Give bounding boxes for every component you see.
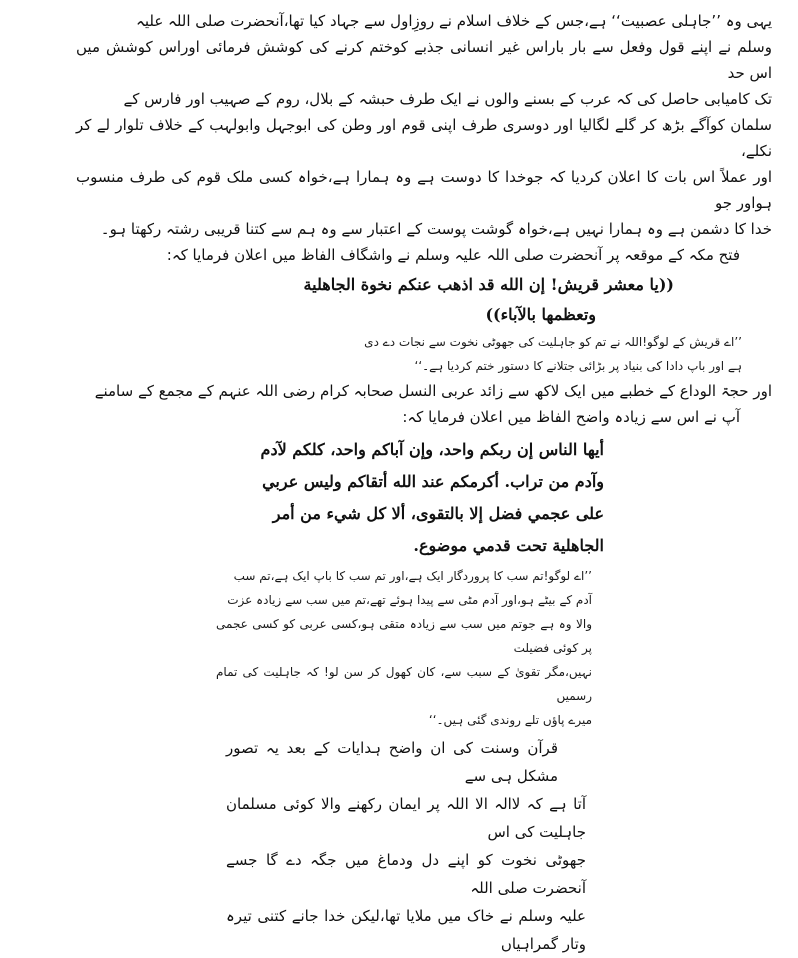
- text-line: جھوٹی نخوت کو اپنے دل ودماغ میں جگہ دے گا جسے آنحضرت صلی اللہ: [226, 851, 586, 897]
- arabic-line: الجاهلية تحت قدمي موضوع.: [413, 536, 604, 555]
- text-line: سلمان کوآگے بڑھ کر گلے لگالیا اور دوسری طرف اپنی قوم اور وطن کی ابوجہل وابولہب کے خلاف تلوار لے کر نکلے،: [76, 116, 772, 160]
- text-line: قرآن وسنت کی ان واضح ہدایات کے بعد یہ تصور مشکل ہی سے: [226, 739, 558, 785]
- arabic-line: وآدم من تراب. أكرمكم عند الله أتقاكم وليس عربي: [262, 472, 604, 491]
- paragraph-conclusion: [76, 734, 772, 958]
- text-line: اور حجۃ الوداع کے خطبے میں ایک لاکھ سے زائد عربی النسل صحابہ کرام رضی اللہ عنہم کے مجمع کے سامنے: [94, 382, 772, 400]
- translation-line: والا وہ ہے جوتم میں سب سے زیادہ متقی ہو،کسی عربی کو کسی عجمی پر کوئی فضیلت: [216, 617, 592, 655]
- text-line: اور عملاً اس بات کا اعلان کردیا کہ جوخدا کا دوست ہے وہ ہمارا ہے،خواہ کسی ملک قوم کی طرف منسوب ہواور جو: [76, 168, 772, 212]
- arabic-line: وتعظمها بالآباء)): [485, 305, 596, 324]
- paragraph-asabiyyah: [76, 8, 772, 242]
- arabic-line: ((يا معشر قريش! إن الله قد اذهب عنكم نخوة الجاهلية: [303, 275, 674, 294]
- text-line: آتا ہے کہ لاالہ الا اللہ پر ایمان رکھنے والا کوئی مسلمان جاہلیت کی اس: [226, 795, 586, 841]
- arabic-line: على عجمي فضل إلا بالتقوى، ألا كل شيء من أمر: [272, 504, 604, 523]
- paragraph-fath-makkah: [76, 242, 772, 268]
- translation-khutbah: [76, 564, 772, 732]
- paragraph-hajjat-al-wada: [76, 378, 772, 430]
- translation-line: میرے پاؤں تلے روندی گئی ہیں۔‘‘: [428, 713, 592, 727]
- text-line: فتح مکہ کے موقعہ پر آنحضرت صلی اللہ علیہ وسلم نے واشگاف الفاظ میں اعلان فرمایا کہ:: [166, 246, 740, 264]
- text-line: علیہ وسلم نے خاک میں ملایا تھا،لیکن خدا جانے کتنی تیرہ وتار گمراہیاں: [226, 907, 586, 953]
- arabic-hadith-quraysh: [76, 270, 772, 330]
- arabic-hadith-khutbah: [76, 434, 772, 562]
- translation-quraysh: [76, 330, 772, 378]
- arabic-line: أيها الناس إن ربكم واحد، وإن آباكم واحد، كلكم لآدم: [260, 440, 604, 459]
- text-line: آپ نے اس سے زیادہ واضح الفاظ میں اعلان فرمایا کہ:: [402, 408, 740, 426]
- translation-line: ہے اور باپ دادا کی بنیاد پر بڑائی جتلانے کا دستور ختم کردیا ہے۔‘‘: [414, 359, 742, 373]
- translation-line: ’’اے لوگو!تم سب کا پروردگار ایک ہے،اور تم سب کا باپ ایک ہے،تم سب: [233, 569, 592, 583]
- text-line: تک کامیابی حاصل کی کہ عرب کے بسنے والوں نے ایک طرف حبشہ کے بلال، روم کے صہیب اور فارس کے: [123, 90, 772, 108]
- text-line: خدا کا دشمن ہے وہ ہمارا نہیں ہے،خواہ گوشت پوست کے اعتبار سے وہ ہم سے کتنا قریبی رشتہ رکھتا ہو۔: [100, 220, 772, 238]
- translation-line: آدم کے بیٹے ہو،اور آدم مٹی سے پیدا ہوئے تھے،تم میں سب سے زیادہ عزت: [227, 593, 592, 607]
- text-line: یہی وہ ’’جاہلی عصبیت‘‘ ہے،جس کے خلاف اسلام نے روزِاول سے جہاد کیا تھا،آنحضرت صلی اللہ علیہ: [136, 12, 772, 30]
- translation-line: نہیں،مگر تقویٰ کے سبب سے، کان کھول کر سن لو! کہ جاہلیت کی تمام رسمیں: [216, 665, 592, 703]
- translation-line: ’’اے قریش کے لوگو!اللہ نے تم کو جاہلیت کی جھوٹی نخوت سے نجات دے دی: [364, 335, 742, 349]
- text-line: وسلم نے اپنے قول وفعل سے بار باراس غیر انسانی جذبے کوختم کرنے کی کوشش فرمائی اوراس کوشش میں اس حد: [76, 38, 772, 82]
